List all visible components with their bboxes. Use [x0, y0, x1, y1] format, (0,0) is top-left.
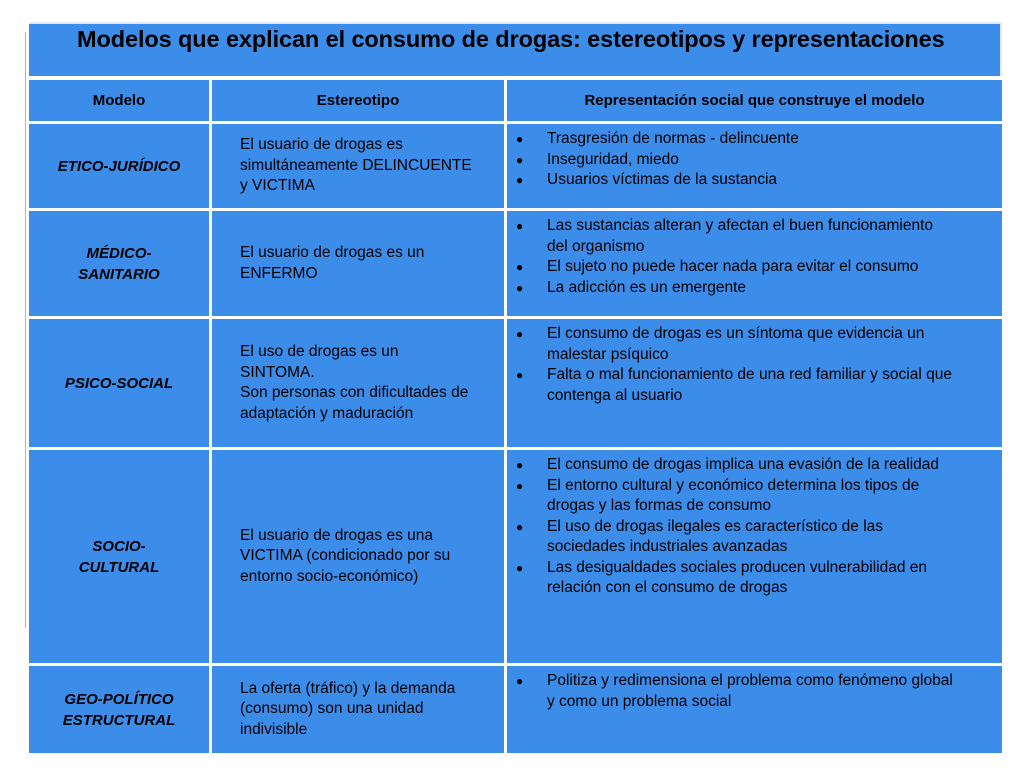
representation-cell — [507, 666, 1002, 753]
list-item-text: Las sustancias alteran y afectan el buen funcionamiento del organismo — [547, 217, 934, 255]
title-banner — [29, 22, 1002, 76]
model-name: SOCIO- CULTURAL — [78, 537, 160, 576]
representation-list — [507, 324, 998, 406]
stereotype-text: La oferta (tráfico) y la demanda (consumo) son una unidad indivisible — [240, 679, 456, 738]
bullet-icon: ● — [516, 674, 524, 688]
representation-list — [507, 216, 998, 298]
list-item — [507, 517, 998, 558]
list-item — [507, 216, 998, 257]
list-item-text: El entorno cultural y económico determina los tipos de drogas y las formas de consumo — [547, 476, 920, 514]
header-stereotype-label: Estereotipo — [316, 92, 400, 109]
model-cell — [29, 450, 209, 663]
table-row — [29, 124, 1002, 208]
bullet-icon: ● — [516, 519, 524, 534]
list-item — [507, 476, 998, 517]
list-item-text: Trasgresión de normas - delincuente — [547, 130, 799, 147]
model-name: GEO-POLÍTICO ESTRUCTURAL — [62, 690, 176, 729]
list-item-text: El sujeto no puede hacer nada para evitar el consumo — [547, 258, 919, 275]
list-item-text: Falta o mal funcionamiento de una red familiar y social que contenga al usuario — [547, 366, 952, 404]
bullet-icon: ● — [516, 280, 524, 295]
list-item-text: Politiza y redimensiona el problema como fenómeno global y como un problema social — [547, 672, 953, 710]
list-item — [507, 324, 998, 365]
list-item — [507, 170, 998, 191]
model-cell — [29, 666, 209, 753]
bullet-icon: ● — [516, 152, 524, 167]
list-item-text: Inseguridad, miedo — [547, 150, 679, 168]
stereotype-cell — [212, 124, 504, 208]
representation-list — [507, 671, 998, 712]
model-name: PSICO-SOCIAL — [64, 374, 174, 392]
list-item-text: El uso de drogas ilegales es característico de las sociedades industriales avanzadas — [547, 517, 884, 555]
model-name: ETICO-JURÍDICO — [57, 157, 181, 175]
bullet-icon: ● — [516, 132, 524, 146]
header-representation — [507, 80, 1002, 121]
table-row — [29, 666, 1002, 753]
model-name: MÉDICO- SANITARIO — [78, 244, 160, 283]
bullet-icon: ● — [516, 260, 524, 274]
table-row — [29, 319, 1002, 447]
representation-cell — [507, 450, 1002, 663]
list-item — [507, 150, 998, 171]
model-cell — [29, 211, 209, 316]
list-item — [507, 278, 998, 299]
stereotype-text: El uso de drogas es un SINTOMA. Son personas con dificultades de adaptación y maduración — [240, 343, 469, 422]
bullet-icon: ● — [516, 219, 524, 233]
list-item-text: El consumo de drogas es un síntoma que evidencia un malestar psíquico — [547, 325, 925, 363]
table-header-row — [29, 80, 1002, 121]
bullet-icon: ● — [516, 458, 524, 472]
stereotype-cell — [212, 666, 504, 753]
table-row — [29, 211, 1002, 316]
representation-cell — [507, 319, 1002, 447]
representation-list — [507, 455, 998, 599]
stereotype-text: El usuario de drogas es una VICTIMA (condicionado por su entorno socio-económico) — [240, 526, 451, 585]
left-margin-rule — [25, 32, 26, 628]
page-title: Modelos que explican el consumo de drogas: estereotipos y representaciones — [77, 26, 945, 52]
stereotype-cell — [212, 319, 504, 447]
bullet-icon: ● — [516, 327, 524, 341]
list-item — [507, 365, 998, 406]
list-item-text: La adicción es un emergente — [547, 278, 747, 296]
stereotype-text: El usuario de drogas es simultáneamente DELINCUENTE y VICTIMA — [240, 136, 472, 195]
representation-cell — [507, 124, 1002, 208]
list-item — [507, 257, 998, 278]
bullet-icon: ● — [516, 368, 524, 382]
list-item — [507, 455, 998, 476]
list-item-text: El consumo de drogas implica una evasión de la realidad — [547, 456, 940, 473]
header-model — [29, 80, 209, 121]
model-cell — [29, 319, 209, 447]
representation-list — [507, 129, 998, 191]
bullet-icon: ● — [516, 560, 524, 575]
stereotype-cell — [212, 450, 504, 663]
list-item-text: Usuarios víctimas de la sustancia — [547, 171, 778, 188]
bullet-icon: ● — [516, 173, 524, 187]
bullet-icon: ● — [516, 478, 524, 493]
representation-cell — [507, 211, 1002, 316]
list-item — [507, 671, 998, 712]
model-cell — [29, 124, 209, 208]
list-item-text: Las desigualdades sociales producen vulnerabilidad en relación con el consumo de drogas — [547, 558, 928, 596]
table-row — [29, 450, 1002, 663]
header-stereotype — [212, 80, 504, 121]
list-item — [507, 129, 998, 150]
list-item — [507, 558, 998, 599]
header-model-label: Modelo — [92, 92, 146, 109]
stereotype-cell — [212, 211, 504, 316]
header-representation-label: Representación social que construye el modelo — [584, 92, 925, 109]
stereotype-text: El usuario de drogas es un ENFERMO — [240, 244, 425, 282]
